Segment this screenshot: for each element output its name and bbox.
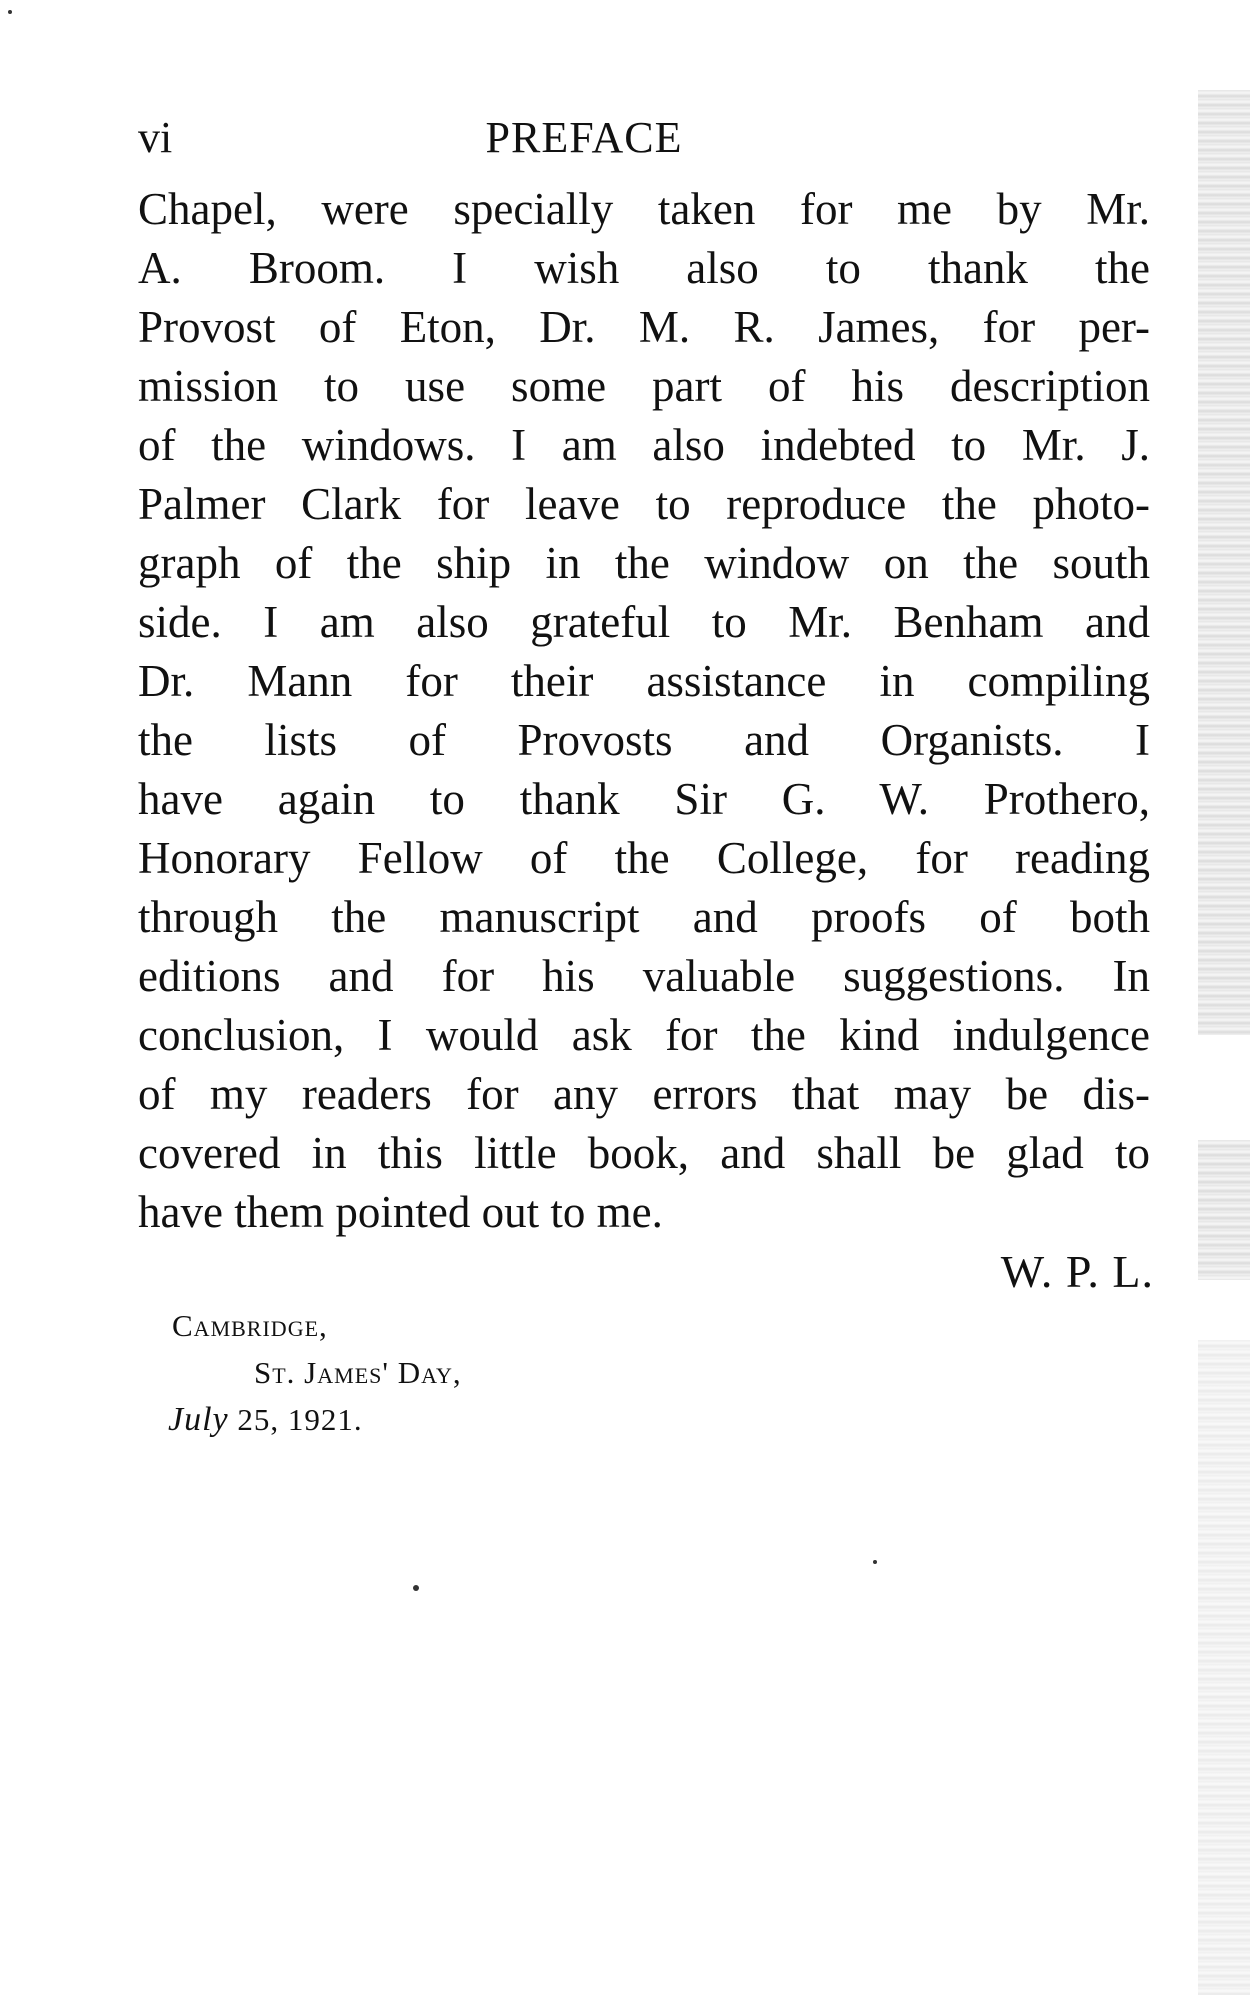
text-line: graph of the ship in the window on the south (138, 538, 1150, 588)
text-line: conclusion, I would ask for the kind indulgence (138, 1010, 1150, 1060)
scan-edge-shadow (1198, 1140, 1250, 1280)
text-line: covered in this little book, and shall be glad to (138, 1128, 1150, 1178)
ink-speck (413, 1585, 419, 1591)
text-line: of the windows. I am also indebted to Mr. J. (138, 420, 1150, 470)
text-line: of my readers for any errors that may be dis- (138, 1069, 1150, 1119)
text-line: Chapel, were specially taken for me by Mr. (138, 184, 1150, 234)
author-signature: W. P. L. (1000, 1246, 1154, 1297)
text-line: A. Broom. I wish also to thank the (138, 243, 1150, 293)
dateline-day: St. James' Day, (254, 1355, 462, 1390)
text-line: the lists of Provosts and Organists. I (138, 715, 1150, 765)
text-line: through the manuscript and proofs of both (138, 892, 1150, 942)
scan-edge-shadow (1198, 90, 1250, 1035)
text-line: Provost of Eton, Dr. M. R. James, for per- (138, 302, 1150, 352)
text-line: side. I am also grateful to Mr. Benham and (138, 597, 1150, 647)
text-line: Honorary Fellow of the College, for reading (138, 833, 1150, 883)
ink-speck (873, 1560, 877, 1564)
text-line: editions and for his valuable suggestions. In (138, 951, 1150, 1001)
text-line: Palmer Clark for leave to reproduce the photo- (138, 479, 1150, 529)
running-head (138, 110, 1150, 166)
text-line: mission to use some part of his description (138, 361, 1150, 411)
scan-edge-shadow (1198, 1340, 1250, 1995)
dateline-place: Cambridge, (172, 1308, 328, 1343)
dateline-month: July (168, 1401, 229, 1438)
text-line: have them pointed out to me. (138, 1187, 663, 1237)
page-number: vi (138, 113, 173, 162)
page-title: PREFACE (485, 113, 683, 162)
text-line: have again to thank Sir G. W. Prothero, (138, 774, 1150, 824)
dateline-year: 25, 1921. (237, 1402, 363, 1437)
text-line: Dr. Mann for their assistance in compiling (138, 656, 1150, 706)
dateline (168, 1302, 462, 1443)
preface-body (138, 180, 1150, 1242)
dateline-date (168, 1396, 462, 1443)
ink-speck (8, 10, 12, 14)
